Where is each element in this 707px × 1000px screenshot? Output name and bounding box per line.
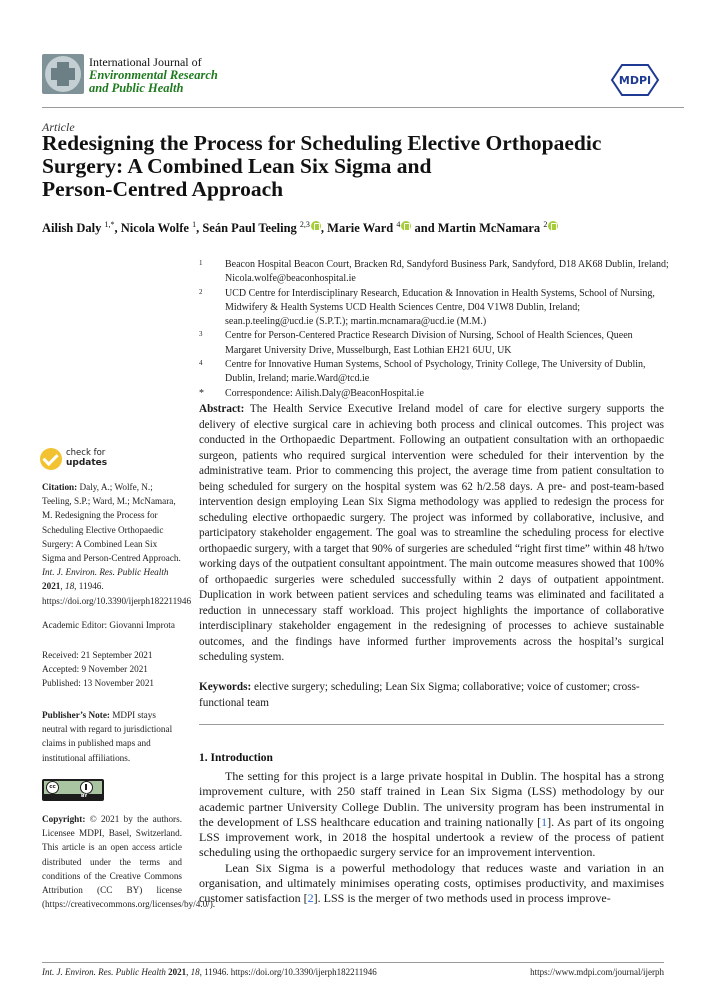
check-updates-line2: updates [66,458,108,468]
title-line: Redesigning the Process for Scheduling Elective Orthopaedic [42,131,602,155]
abstract-label: Abstract: [199,403,245,415]
check-updates-line1: check for [66,448,106,458]
header-divider [42,107,684,108]
paragraph [199,769,664,861]
affiliation-number: 4 [199,359,203,368]
mdpi-logo-text: MDPI [618,74,652,87]
publisher-note [42,708,182,765]
copyright [42,812,216,911]
keywords-label: Keywords: [199,681,252,693]
affiliation-number: 2 [199,287,203,296]
checkmark-icon [40,448,62,470]
journal-name-line3: and Public Health [89,81,184,95]
introduction-body [199,769,664,907]
article-type: Article [42,120,75,134]
journal-logo-icon [42,54,84,94]
citation-volume: 18 [64,581,75,592]
reference-link[interactable]: 2 [307,891,314,906]
citation-year: 2021 [42,581,61,592]
academic-editor: Academic Editor: Giovanni Improta [42,620,175,630]
affiliations [199,258,669,401]
footer-doi[interactable]: , 11946. https://doi.org/10.3390/ijerph182211946 [199,967,377,977]
author-affil: 2 [543,220,548,229]
publisher-note-text: MDPI stays neutral with regard to jurisdictional claims in published maps and institutional affiliations. [42,710,173,763]
paragraph-text: ]. LSS is the merger of two methods used in process improve- [313,891,611,906]
paragraph [199,861,664,907]
orcid-icon[interactable] [401,221,411,231]
affiliation-item [199,287,669,330]
affiliation-item [199,358,669,387]
journal-name-line2: Environmental Research [89,68,218,82]
author-separator: , [320,221,328,235]
correspondence [199,387,669,401]
orcid-icon[interactable] [548,221,558,231]
affiliation-number: 1 [199,259,203,267]
author-affil: 4 [396,220,401,229]
footer-year: 2021 [168,967,187,977]
author-name[interactable]: Ailish Daly [42,221,102,235]
article-title [42,132,662,201]
author-separator: , [196,221,203,235]
affiliation-item [199,329,669,358]
journal-name [89,56,218,95]
published-date: Published: 13 November 2021 [42,678,155,689]
author-name[interactable]: Seán Paul Teeling [202,221,297,235]
mdpi-logo [610,62,660,98]
keywords-text: elective surgery; scheduling; Lean Six Sigma; collaborative; voice of customer; cross-functional team [199,681,640,709]
author-affil: 2,3 [299,220,310,229]
publication-dates [42,648,182,691]
footer-journal: Int. J. Environ. Res. Public Health [42,967,166,977]
author-name[interactable]: Martin McNamara [437,221,541,235]
copyright-label: Copyright: [42,814,86,824]
paragraph-text: Lean Six Sigma is a powerful methodology that reduces waste and variation in an organisation, and ultimately minimises operating costs, optimises productivity, and maximises customer satisfaction [ [199,860,664,906]
received-date: Received: 21 September 2021 [42,650,153,660]
affiliation-item [199,258,669,287]
correspondence-text[interactable]: Correspondence: Ailish.Daly@BeaconHospital.ie [225,387,424,399]
author-affil: 1,* [104,220,115,229]
citation-journal: Int. J. Environ. Res. Public Health [42,567,169,578]
citation-text: Daly, A.; Wolfe, N.; Teeling, S.P.; Ward, M.; McNamara, M. Redesigning the Process for Scheduling Elective Orthopaedic Surgery: A Combined Lean Six Sigma and Person-Centred Approach. [42,482,181,564]
citation-doi[interactable]: , 11946. https://doi.org/10.3390/ijerph182211946 [42,581,192,606]
cc-by-license-badge[interactable] [42,779,104,801]
section-heading: 1. Introduction [199,752,273,764]
title-line: Person-Centred Approach [42,177,284,201]
orcid-icon[interactable] [311,221,321,231]
citation: Citation: Daly, A.; Wolfe, N.; Teeling, S.P.; Ward, M.; McNamara, M. Redesigning the Process for Scheduling Elective Orthopaedic Surgery: A Combined Lean Six Sigma and Person-Centred Approach. Int. J. Environ. Res. Public Health 2021, 18, 11946. https://doi.org/10.3390/ijerph182211946 [42,482,192,606]
journal-header [42,50,684,100]
correspondence-mark: * [199,387,204,399]
citation-label: Citation: [42,482,78,492]
affiliation-text: Centre for Person-Centered Practice Research Division of Nursing, School of Health Sciences, Queen Margaret University Drive, Musselburgh, East Lothian EH21 6UU, UK [225,330,633,356]
author-list [42,220,662,236]
check-for-updates-button[interactable] [40,448,120,472]
author-separator: , [114,221,121,235]
paragraph-text: ]. As part of its ongoing LSS improvement work, in 2018 the hospital undertook a review of the process of patient scheduling using the orthopaedic surgery service for an improvement intervention. [199,814,664,860]
journal-name-line1: International Journal of [89,55,202,69]
cc-by-label: BY [81,794,88,799]
affiliation-text: Beacon Hospital Beacon Court, Bracken Rd, Sandyford Business Park, Sandyford, D18 AK68 Dublin, Ireland; Nicola.wolfe@beaconhospital.ie [225,259,669,285]
abstract [199,402,664,666]
attribution-person-icon [80,781,93,794]
accepted-date: Accepted: 9 November 2021 [42,664,148,675]
author-name[interactable]: Marie Ward [327,221,394,235]
cc-icon: cc [46,781,59,794]
mdpi-hexagon-icon [610,62,660,98]
copyright-text: © 2021 by the authors. Licensee MDPI, Basel, Switzerland. This article is an open access article distributed under the terms and conditions of the Creative Commons Attribution (CC BY) license (https://creativecommons.org/licenses/by/4.0/). [42,814,216,910]
author-affil: 1 [192,220,197,229]
affiliation-text: Centre for Innovative Human Systems, School of Psychology, Trinity College, The University of Dublin, Dublin, Ireland; marie.Ward@tcd.ie [225,359,646,385]
affiliation-number: 3 [199,330,203,339]
abstract-text: The Health Service Executive Ireland model of care for elective surgery supports the delivery of elective surgical care in achieving both process and clinical outcomes. This project was conducted in the Orthopaedic Department. Following an outpatient consultation with an orthopaedic surgeon, patients who required surgical intervention were scheduled for their intervention by the administrative team. Prior to commencing this project, the average time from patient consultation to being scheduled for surgery on the hospital system was 62 h/2.58 days. A pre- and post-team-based intervention design employing Lean Six Sigma methodology was applied to redesign the process for scheduling elective orthopaedic surgery. The project was informed by collaborative, inclusive, and participatory stakeholder engagement. The goal was to streamline the scheduling process for elective orthopaedic surgery, with a target that 90% of surgeries are scheduled “right first time” within 48 h/two working days of the outpatient consultant appointment. The main outcome measures showed that 100% of orthopaedic surgeries were scheduled successfully within 2 days of outpatient appointment. Duplication in work between patient services and scheduling teams was eliminated and facilitated a reduction in unnecessary staff workload. This project highlights the importance of collaborative interdisciplinary stakeholder engagement in the redesigning of processes to achieve sustainable outcomes, and the findings have informed further improvements across the hospital’s surgical scheduling system. [199,403,664,663]
author-name[interactable]: Nicola Wolfe [120,221,189,235]
affiliation-text: UCD Centre for Interdisciplinary Research, Education & Innovation in Health Systems, School of Nursing, Midwifery & Health Systems UCD Health Sciences Centre, D04 V1W8 Dublin, Ireland; sean.p.teeling@ucd.ie (S.P.T.); martin.mcnamara@ucd.ie (M.M.) [225,287,655,328]
keywords [199,680,664,711]
footer-journal-url[interactable]: https://www.mdpi.com/journal/ijerph [530,967,664,977]
reference-link[interactable]: 1 [541,814,548,829]
footer-citation: Int. J. Environ. Res. Public Health 2021, 18, 11946. https://doi.org/10.3390/ijerph182211946 [42,967,377,977]
footer-divider [42,962,664,963]
author-separator: and [411,221,438,235]
abstract-divider [199,724,664,725]
paragraph-text: The setting for this project is a large private hospital in Dublin. The hospital has a strong improvement culture, with 250 staff trained in Lean Six Sigma (LSS) methodology by our academic partner University College Dublin. The university program has been instrumental in the development of LSS healthcare education and training nationally [ [199,769,664,829]
footer-volume: 18 [190,967,200,977]
publisher-note-label: Publisher’s Note: [42,710,110,720]
title-line: Surgery: A Combined Lean Six Sigma and [42,154,432,178]
